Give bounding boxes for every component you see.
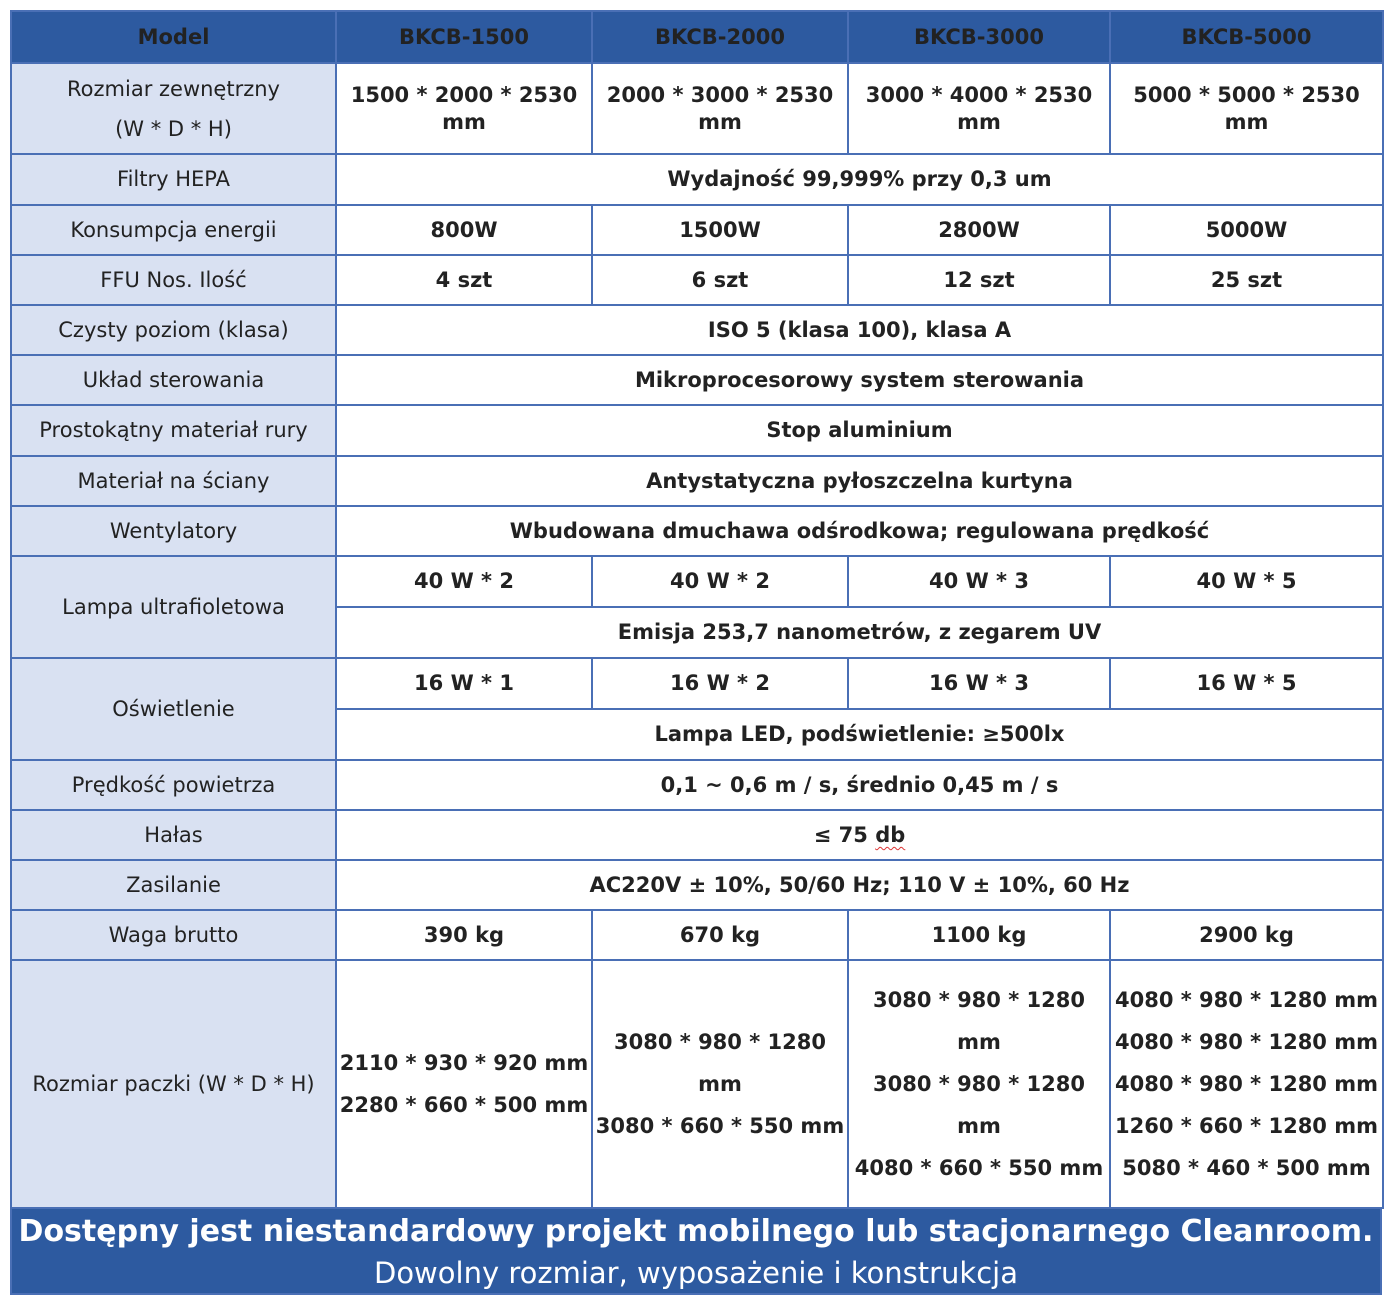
footer-line-1: Dostępny jest niestandardowy projekt mobilnego lub stacjonarnego Cleanroom. xyxy=(18,1214,1374,1249)
spec-sheet xyxy=(10,10,1382,1295)
package-dim: 4080 * 660 * 550 mm xyxy=(854,1156,1104,1180)
label-light: Oświetlenie xyxy=(11,658,336,760)
weight-value: 1100 kg xyxy=(848,910,1110,960)
spec-table xyxy=(10,10,1384,1209)
package-dim: 4080 * 980 * 1280 mm xyxy=(1114,1072,1378,1096)
weight-value: 670 kg xyxy=(592,910,848,960)
row-package xyxy=(11,960,1383,1208)
row-clean xyxy=(11,305,1383,355)
noise-prefix: ≤ 75 xyxy=(813,822,876,847)
light-note: Lampa LED, podświetlenie: ≥500lx xyxy=(336,709,1383,760)
label-hepa: Filtry HEPA xyxy=(11,154,336,205)
label-supply: Zasilanie xyxy=(11,860,336,910)
control-value: Mikroprocesorowy system sterowania xyxy=(336,355,1383,405)
package-dim: 3080 * 980 * 1280 mm xyxy=(873,988,1085,1054)
row-control xyxy=(11,355,1383,405)
size-value: 3000 * 4000 * 2530 mm xyxy=(848,63,1110,154)
label-weight: Waga brutto xyxy=(11,910,336,960)
light-value: 16 W * 1 xyxy=(336,658,592,709)
size-value: 2000 * 3000 * 2530 mm xyxy=(592,63,848,154)
package-dim: 1260 * 660 * 1280 mm xyxy=(1114,1114,1378,1138)
package-dim: 2280 * 660 * 500 mm xyxy=(339,1093,589,1117)
row-noise xyxy=(11,810,1383,860)
row-uv xyxy=(11,556,1383,607)
row-hepa xyxy=(11,154,1383,205)
ffu-value: 25 szt xyxy=(1110,255,1383,305)
package-col-3 xyxy=(848,960,1110,1208)
package-dim: 5080 * 460 * 500 mm xyxy=(1122,1156,1371,1180)
row-fans xyxy=(11,506,1383,556)
light-value: 16 W * 2 xyxy=(592,658,848,709)
model-header: Model xyxy=(11,11,336,63)
label-fans: Wentylatory xyxy=(11,506,336,556)
power-value: 2800W xyxy=(848,205,1110,255)
hepa-value: Wydajność 99,999% przy 0,3 um xyxy=(336,154,1383,205)
label-noise: Hałas xyxy=(11,810,336,860)
light-value: 16 W * 3 xyxy=(848,658,1110,709)
uv-value: 40 W * 3 xyxy=(848,556,1110,607)
supply-value: AC220V ± 10%, 50/60 Hz; 110 V ± 10%, 60 Hz xyxy=(336,860,1383,910)
uv-value: 40 W * 5 xyxy=(1110,556,1383,607)
fans-value: Wbudowana dmuchawa odśrodkowa; regulowana prędkość xyxy=(336,506,1383,556)
ffu-value: 12 szt xyxy=(848,255,1110,305)
weight-value: 390 kg xyxy=(336,910,592,960)
label-size-line2: (W * D * H) xyxy=(115,116,232,141)
row-size xyxy=(11,63,1383,154)
package-dim: 4080 * 980 * 1280 mm xyxy=(1114,988,1378,1012)
weight-value: 2900 kg xyxy=(1110,910,1383,960)
uv-note: Emisja 253,7 nanometrów, z zegarem UV xyxy=(336,607,1383,658)
footer-banner xyxy=(10,1209,1382,1295)
package-dim: 3080 * 980 * 1280 mm xyxy=(614,1030,826,1096)
noise-unit: db xyxy=(875,822,906,847)
model-bkcb-5000: BKCB-5000 xyxy=(1110,11,1383,63)
light-value: 16 W * 5 xyxy=(1110,658,1383,709)
size-value: 1500 * 2000 * 2530 mm xyxy=(336,63,592,154)
row-light xyxy=(11,658,1383,709)
package-dim: 4080 * 980 * 1280 mm xyxy=(1114,1030,1378,1054)
label-power: Konsumpcja energii xyxy=(11,205,336,255)
air-value: 0,1 ~ 0,6 m / s, średnio 0,45 m / s xyxy=(336,760,1383,810)
header-row xyxy=(11,11,1383,63)
uv-value: 40 W * 2 xyxy=(336,556,592,607)
row-ffu xyxy=(11,255,1383,305)
row-power xyxy=(11,205,1383,255)
uv-value: 40 W * 2 xyxy=(592,556,848,607)
label-uv: Lampa ultrafioletowa xyxy=(11,556,336,658)
package-dim: 3080 * 660 * 550 mm xyxy=(595,1114,845,1138)
ffu-value: 4 szt xyxy=(336,255,592,305)
row-supply xyxy=(11,860,1383,910)
package-col-4 xyxy=(1110,960,1383,1208)
power-value: 800W xyxy=(336,205,592,255)
label-ffu: FFU Nos. Ilość xyxy=(11,255,336,305)
ffu-value: 6 szt xyxy=(592,255,848,305)
label-size-line1: Rozmiar zewnętrzny xyxy=(67,76,280,101)
label-tube: Prostokątny materiał rury xyxy=(11,405,336,456)
row-tube xyxy=(11,405,1383,456)
wall-value: Antystatyczna pyłoszczelna kurtyna xyxy=(336,456,1383,506)
label-clean: Czysty poziom (klasa) xyxy=(11,305,336,355)
row-air xyxy=(11,760,1383,810)
power-value: 5000W xyxy=(1110,205,1383,255)
noise-value xyxy=(336,810,1383,860)
model-bkcb-2000: BKCB-2000 xyxy=(592,11,848,63)
model-bkcb-3000: BKCB-3000 xyxy=(848,11,1110,63)
label-size xyxy=(11,63,336,154)
package-col-2 xyxy=(592,960,848,1208)
row-weight xyxy=(11,910,1383,960)
package-col-1 xyxy=(336,960,592,1208)
row-wall xyxy=(11,456,1383,506)
power-value: 1500W xyxy=(592,205,848,255)
label-air: Prędkość powietrza xyxy=(11,760,336,810)
footer-line-2: Dowolny rozmiar, wyposażenie i konstrukcja xyxy=(373,1256,1019,1290)
clean-value: ISO 5 (klasa 100), klasa A xyxy=(336,305,1383,355)
package-dim: 2110 * 930 * 920 mm xyxy=(339,1051,589,1075)
tube-value: Stop aluminium xyxy=(336,405,1383,456)
label-wall: Materiał na ściany xyxy=(11,456,336,506)
label-control: Układ sterowania xyxy=(11,355,336,405)
model-bkcb-1500: BKCB-1500 xyxy=(336,11,592,63)
label-package: Rozmiar paczki (W * D * H) xyxy=(11,960,336,1208)
package-dim: 3080 * 980 * 1280 mm xyxy=(873,1072,1085,1138)
size-value: 5000 * 5000 * 2530 mm xyxy=(1110,63,1383,154)
